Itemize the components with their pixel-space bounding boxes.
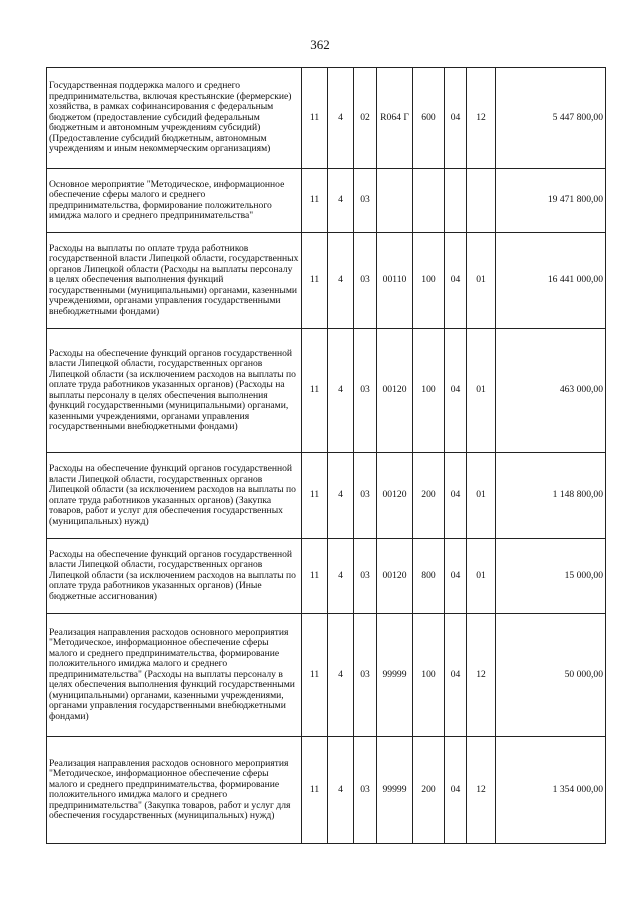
table-row <box>47 233 606 329</box>
code-cell: 01 <box>467 329 496 453</box>
code-cell: 4 <box>328 68 354 169</box>
code-cell: 11 <box>302 453 328 539</box>
table-row <box>47 539 606 614</box>
code-cell: 11 <box>302 169 328 233</box>
code-cell: 01 <box>467 453 496 539</box>
code-cell: 200 <box>413 737 445 844</box>
code-cell: 4 <box>328 233 354 329</box>
code-cell: 00120 <box>377 539 413 614</box>
code-cell: 03 <box>354 169 377 233</box>
page-number: 362 <box>310 37 330 52</box>
code-cell: 01 <box>467 233 496 329</box>
amount-cell: 463 000,00 <box>496 329 606 453</box>
code-cell: 04 <box>445 233 467 329</box>
code-cell: 100 <box>413 614 445 737</box>
code-cell: 04 <box>445 614 467 737</box>
code-cell: 04 <box>445 737 467 844</box>
code-cell <box>445 169 467 233</box>
row-description: Реализация направления расходов основного мероприятия "Методическое, информационное обеспечение сферы малого и среднего предпринимательства, формирование положительного имиджа малого и среднего предпринимательства" (Расходы на выплаты персоналу в целях обеспечения выполнения функций государственными (муниципальными) органами, казенными учреждениями, органами управления государственными внебюджетными фондами) <box>47 614 302 737</box>
amount-cell: 1 354 000,00 <box>496 737 606 844</box>
code-cell: 99999 <box>377 614 413 737</box>
code-cell: 12 <box>467 68 496 169</box>
row-description: Расходы на обеспечение функций органов государственной власти Липецкой области, государственных органов Липецкой области (за исключением расходов на выплаты по оплате труда работников указанных органов) (Закупка товаров, работ и услуг для обеспечения государственных (муниципальных) нужд) <box>47 453 302 539</box>
code-cell: 00120 <box>377 329 413 453</box>
code-cell: 04 <box>445 539 467 614</box>
amount-cell: 1 148 800,00 <box>496 453 606 539</box>
code-cell: 04 <box>445 329 467 453</box>
table-row <box>47 453 606 539</box>
row-description: Основное мероприятие "Методическое, информационное обеспечение сферы малого и среднего предпринимательства, формирование положительного имиджа малого и среднего предпринимательства" <box>47 169 302 233</box>
code-cell: 02 <box>354 68 377 169</box>
code-cell <box>467 169 496 233</box>
code-cell: 4 <box>328 169 354 233</box>
table-row <box>47 737 606 844</box>
code-cell: 100 <box>413 329 445 453</box>
amount-cell: 16 441 000,00 <box>496 233 606 329</box>
code-cell <box>377 169 413 233</box>
code-cell: 03 <box>354 453 377 539</box>
code-cell: 04 <box>445 453 467 539</box>
code-cell: 4 <box>328 737 354 844</box>
row-description: Государственная поддержка малого и среднего предпринимательства, включая крестьянские (фермерские) хозяйства, в рамках софинансирования с федеральным бюджетом (предоставление субсидий федеральным бюджетным и автономным учреждениям субсидий) (Предоставление субсидий бюджетным, автономным учреждениям и иным некоммерческим организациям) <box>47 68 302 169</box>
code-cell: R064 Г <box>377 68 413 169</box>
code-cell: 99999 <box>377 737 413 844</box>
code-cell: 600 <box>413 68 445 169</box>
table-row <box>47 68 606 169</box>
table-row <box>47 329 606 453</box>
amount-cell: 50 000,00 <box>496 614 606 737</box>
code-cell: 12 <box>467 737 496 844</box>
row-description: Расходы на обеспечение функций органов государственной власти Липецкой области, государственных органов Липецкой области (за исключением расходов на выплаты по оплате труда работников указанных органов) (Расходы на выплаты персоналу в целях обеспечения выполнения функций государственными (муниципальными) органами, казенными учреждениями, органами управления государственными внебюджетными фондами) <box>47 329 302 453</box>
table-row <box>47 614 606 737</box>
code-cell: 800 <box>413 539 445 614</box>
code-cell: 11 <box>302 737 328 844</box>
code-cell: 00110 <box>377 233 413 329</box>
amount-cell: 15 000,00 <box>496 539 606 614</box>
code-cell: 4 <box>328 453 354 539</box>
amount-cell: 5 447 800,00 <box>496 68 606 169</box>
row-description: Расходы на обеспечение функций органов государственной власти Липецкой области, государственных органов Липецкой области (за исключением расходов на выплаты по оплате труда работников указанных органов) (Иные бюджетные ассигнования) <box>47 539 302 614</box>
amount-cell: 19 471 800,00 <box>496 169 606 233</box>
code-cell: 03 <box>354 233 377 329</box>
code-cell: 11 <box>302 539 328 614</box>
code-cell: 11 <box>302 68 328 169</box>
code-cell: 100 <box>413 233 445 329</box>
code-cell: 4 <box>328 539 354 614</box>
code-cell: 03 <box>354 539 377 614</box>
code-cell: 12 <box>467 614 496 737</box>
code-cell: 11 <box>302 329 328 453</box>
code-cell: 11 <box>302 233 328 329</box>
code-cell: 4 <box>328 329 354 453</box>
code-cell: 200 <box>413 453 445 539</box>
code-cell: 03 <box>354 614 377 737</box>
code-cell <box>413 169 445 233</box>
row-description: Реализация направления расходов основного мероприятия "Методическое, информационное обеспечение сферы малого и среднего предпринимательства, формирование положительного имиджа малого и среднего предпринимательства" (Закупка товаров, работ и услуг для обеспечения государственных (муниципальных) нужд) <box>47 737 302 844</box>
table-row <box>47 169 606 233</box>
code-cell: 03 <box>354 737 377 844</box>
code-cell: 4 <box>328 614 354 737</box>
code-cell: 01 <box>467 539 496 614</box>
code-cell: 04 <box>445 68 467 169</box>
code-cell: 11 <box>302 614 328 737</box>
code-cell: 03 <box>354 329 377 453</box>
code-cell: 00120 <box>377 453 413 539</box>
row-description: Расходы на выплаты по оплате труда работников государственной власти Липецкой области, государственных органов Липецкой области (Расходы на выплаты персоналу в целях обеспечения выполнения функций государственными (муниципальными) органами, казенными учреждениями, органами управления государственными внебюджетными фондами) <box>47 233 302 329</box>
budget-table <box>46 67 606 844</box>
